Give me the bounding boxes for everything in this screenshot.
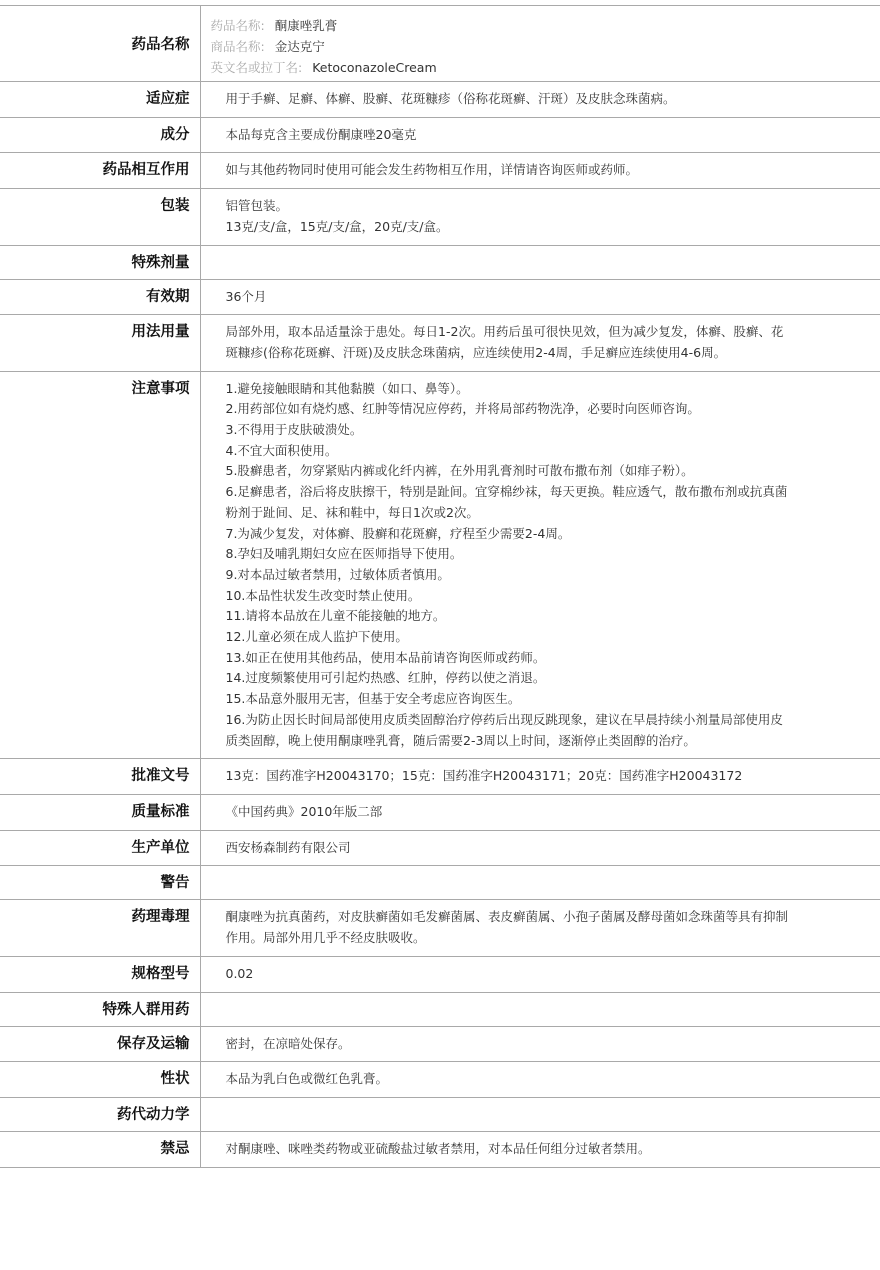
row-label: 用法用量	[0, 315, 200, 371]
value-line: 2.用药部位如有烧灼感、红肿等情况应停药，并将局部药物洗净，必要时向医师咨询。	[225, 401, 700, 417]
value-line: 1.避免接触眼睛和其他黏膜（如口、鼻等）。	[225, 380, 469, 396]
value-line: 11.请将本品放在儿童不能接触的地方。	[225, 608, 446, 624]
english-name-line	[211, 57, 871, 78]
row-label: 保存及运输	[0, 1026, 200, 1062]
row-value	[200, 1131, 880, 1167]
row-value	[200, 82, 880, 118]
row-value	[200, 1097, 880, 1131]
row-value	[200, 189, 880, 245]
value-line: 3.不得用于皮肤破溃处。	[225, 422, 363, 438]
row-label: 特殊剂量	[0, 245, 200, 279]
table-row	[0, 1062, 880, 1098]
value-line: 本品每克含主要成份酮康唑20毫克	[225, 126, 417, 142]
value-line: 酮康唑为抗真菌药，对皮肤癣菌如毛发癣菌属、表皮癣菌属、小孢子菌属及酵母菌如念珠菌等具有抑制作用。局部外用几乎不经皮肤吸收。	[225, 909, 789, 946]
value-line: 5.股癣患者，勿穿紧贴内裤或化纤内裤，在外用乳膏剂时可散布撒布剂（如痱子粉）。	[225, 463, 694, 479]
trade-name-key: 商品名称:	[210, 39, 265, 54]
row-value	[200, 245, 880, 279]
table-row	[0, 956, 880, 992]
value-line: 4.不宜大面积使用。	[225, 442, 338, 458]
drug-name-cell	[200, 6, 880, 82]
english-name-key: 英文名或拉丁名:	[210, 60, 303, 75]
value-line: 12.儿童必须在成人监护下使用。	[225, 629, 408, 645]
generic-name-line	[211, 15, 871, 36]
row-label: 生产单位	[0, 830, 200, 866]
trade-name-line	[211, 36, 871, 57]
table-row	[0, 245, 880, 279]
generic-name-value: 酮康唑乳膏	[274, 18, 338, 33]
table-row	[0, 371, 880, 759]
row-label: 药品名称	[0, 6, 200, 82]
table-row	[0, 1097, 880, 1131]
table-row	[0, 900, 880, 956]
row-label: 性状	[0, 1062, 200, 1098]
table-row	[0, 830, 880, 866]
value-line: 13.如正在使用其他药品，使用本品前请咨询医师或药师。	[225, 649, 546, 665]
value-line: 《中国药典》2010年版二部	[225, 803, 383, 819]
row-label: 质量标准	[0, 794, 200, 830]
row-label: 注意事项	[0, 371, 200, 759]
row-value	[200, 371, 880, 759]
value-line: 西安杨森制药有限公司	[225, 839, 351, 855]
row-value	[200, 992, 880, 1026]
row-drug-name	[0, 6, 880, 82]
table-row	[0, 279, 880, 315]
row-value	[200, 1026, 880, 1062]
row-value	[200, 900, 880, 956]
row-label: 包装	[0, 189, 200, 245]
row-label: 药品相互作用	[0, 153, 200, 189]
value-line: 8.孕妇及哺乳期妇女应在医师指导下使用。	[225, 546, 463, 562]
value-line: 密封，在凉暗处保存。	[225, 1035, 351, 1051]
row-value	[200, 956, 880, 992]
row-label: 有效期	[0, 279, 200, 315]
row-value	[200, 866, 880, 900]
value-line: 14.过度频繁使用可引起灼热感、红肿，停药以使之消退。	[225, 670, 546, 686]
row-label: 成分	[0, 117, 200, 153]
table-row	[0, 794, 880, 830]
value-line: 15.本品意外服用无害，但基于安全考虑应咨询医生。	[225, 691, 521, 707]
value-line: 10.本品性状发生改变时禁止使用。	[225, 587, 421, 603]
row-value	[200, 794, 880, 830]
row-label: 适应症	[0, 82, 200, 118]
value-line: 如与其他药物同时使用可能会发生药物相互作用，详情请咨询医师或药师。	[225, 162, 639, 178]
row-label: 批准文号	[0, 759, 200, 795]
row-label: 特殊人群用药	[0, 992, 200, 1026]
value-line: 13克/支/盒，15克/支/盒，20克/支/盒。	[225, 218, 449, 234]
value-line: 6.足癣患者，浴后将皮肤擦干，特别是趾间。宜穿棉纱袜，每天更换。鞋应透气，散布撒布剂或抗真菌粉剂于趾间、足、袜和鞋中，每日1次或2次。	[225, 484, 788, 520]
table-row	[0, 866, 880, 900]
table-row	[0, 315, 880, 371]
value-line: 13克：国药准字H20043170；15克：国药准字H20043171；20克：国药准字H20043172	[225, 768, 743, 784]
table-row	[0, 189, 880, 245]
row-value	[200, 830, 880, 866]
value-line: 本品为乳白色或微红色乳膏。	[225, 1071, 389, 1087]
row-label: 药代动力学	[0, 1097, 200, 1131]
table-row	[0, 1131, 880, 1167]
value-line: 36个月	[225, 288, 267, 304]
table-row	[0, 992, 880, 1026]
row-value	[200, 315, 880, 371]
value-line: 16.为防止因长时间局部使用皮质类固醇治疗停药后出现反跳现象，建议在早晨持续小剂量局部使用皮质类固醇，晚上使用酮康唑乳膏，随后需要2-3周以上时间，逐渐停止类固醇的治疗。	[225, 711, 783, 748]
value-line: 0.02	[225, 965, 254, 981]
row-value	[200, 153, 880, 189]
trade-name-value: 金达克宁	[274, 39, 325, 54]
row-label: 警告	[0, 866, 200, 900]
value-line: 局部外用，取本品适量涂于患处。每日1-2次。用药后虽可很快见效，但为减少复发，体癣、股癣、花斑糠疹(俗称花斑癣、汗斑)及皮肤念珠菌病，应连续使用2-4周，手足癣应连续使用4-6周。	[225, 324, 784, 360]
value-line: 7.为减少复发，对体癣、股癣和花斑癣，疗程至少需要2-4周。	[225, 525, 571, 541]
english-name-value: KetoconazoleCream	[312, 60, 437, 75]
value-line: 铝管包装。	[225, 198, 289, 214]
row-value	[200, 279, 880, 315]
value-line: 9.对本品过敏者禁用，过敏体质者慎用。	[225, 566, 450, 582]
generic-name-key: 药品名称:	[210, 18, 265, 33]
row-label: 规格型号	[0, 956, 200, 992]
value-line: 对酮康唑、咪唑类药物或亚硫酸盐过敏者禁用，对本品任何组分过敏者禁用。	[225, 1140, 651, 1156]
table-row	[0, 117, 880, 153]
row-value	[200, 117, 880, 153]
table-row	[0, 1026, 880, 1062]
table-row	[0, 153, 880, 189]
row-label: 禁忌	[0, 1131, 200, 1167]
row-label: 药理毒理	[0, 900, 200, 956]
drug-spec-table	[0, 5, 880, 1168]
table-row	[0, 82, 880, 118]
row-value	[200, 1062, 880, 1098]
value-line: 用于手癣、足癣、体癣、股癣、花斑糠疹（俗称花斑癣、汗斑）及皮肤念珠菌病。	[225, 91, 676, 106]
row-value	[200, 759, 880, 795]
table-row	[0, 759, 880, 795]
